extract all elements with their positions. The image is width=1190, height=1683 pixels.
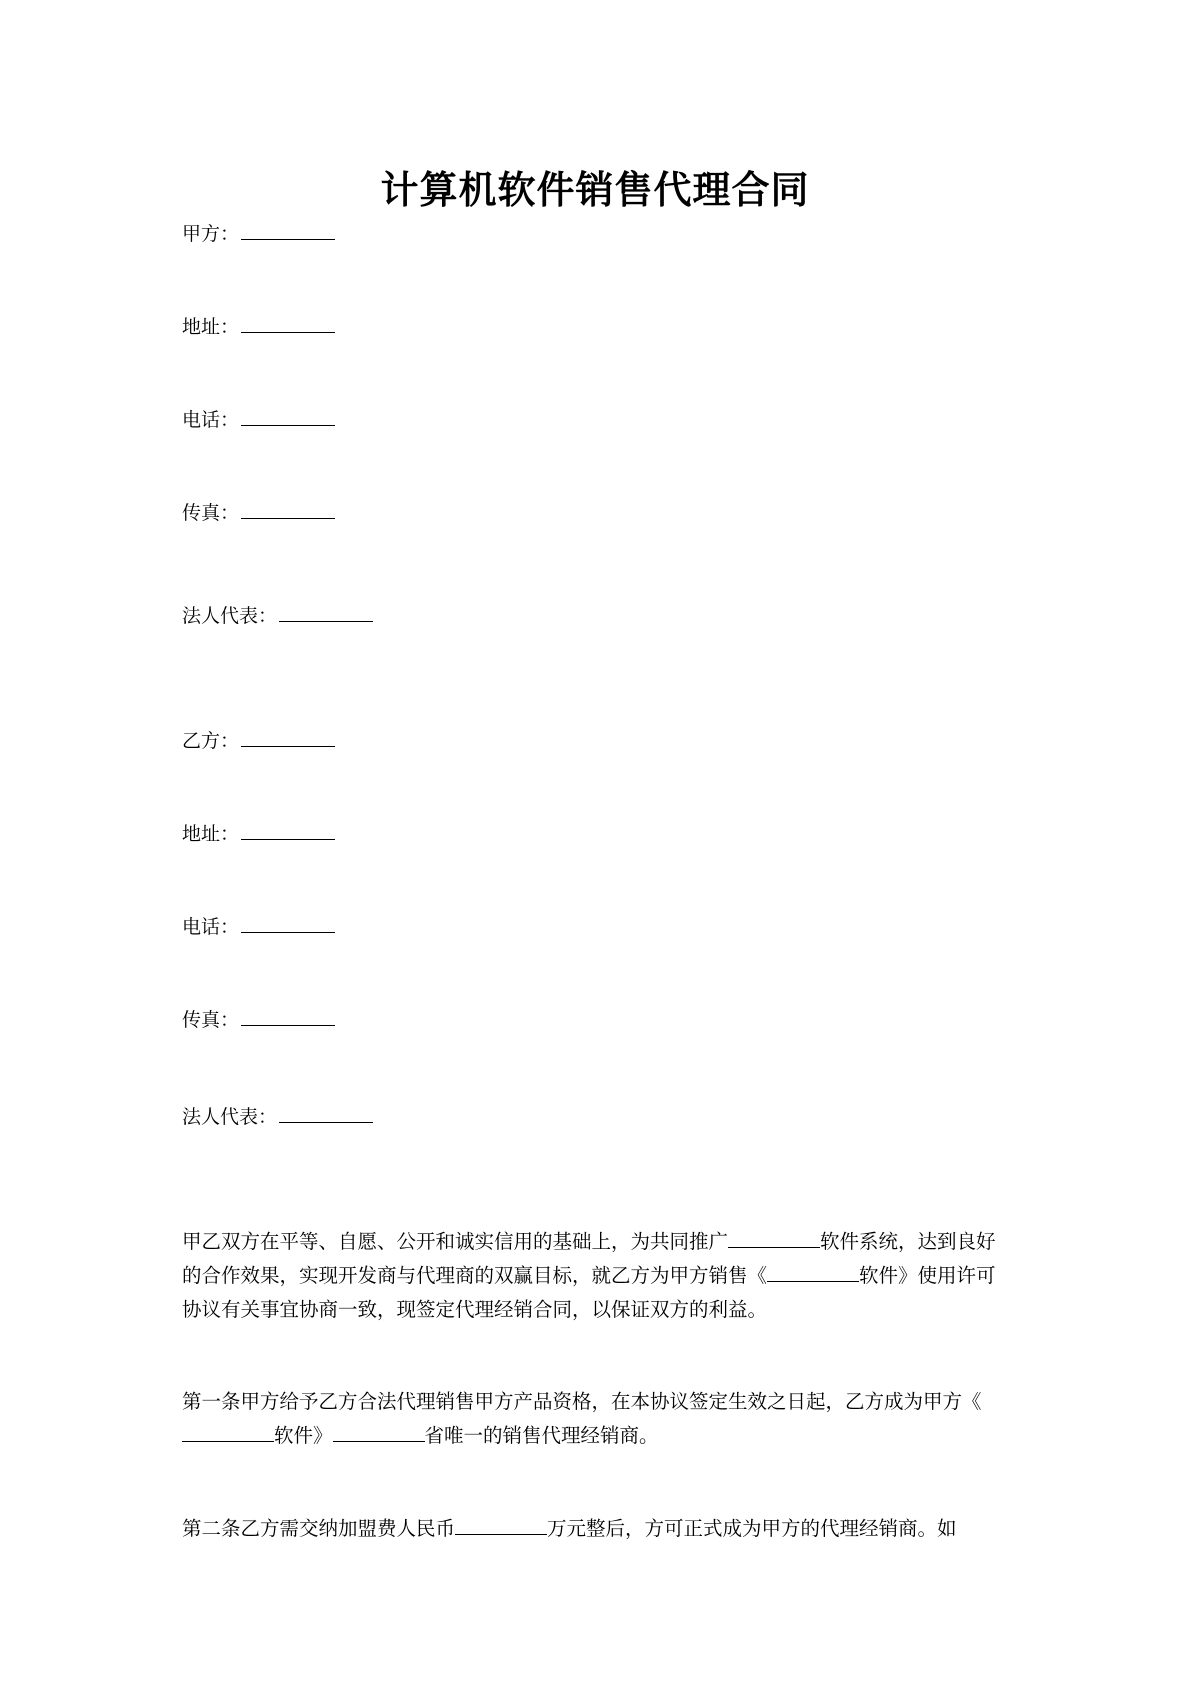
document-title: 计算机软件销售代理合同: [380, 167, 810, 212]
party-b-phone-label: 电话：: [182, 916, 240, 938]
party-a-rep-blank[interactable]: [279, 603, 373, 622]
article-2-text-1: 第二条乙方需交纳加盟费人民币: [182, 1517, 456, 1540]
party-a-phone-field: [182, 406, 335, 434]
party-b-address-label: 地址：: [182, 823, 240, 845]
article-1-text-1: 第一条甲方给予乙方合法代理销售甲方产品资格，在本协议签定生效之日起，乙方成为甲方《: [182, 1390, 982, 1413]
party-a-rep-label: 法人代表：: [182, 605, 278, 627]
preamble-software-blank[interactable]: [728, 1229, 820, 1248]
party-b-rep-field: [182, 1103, 373, 1131]
preamble-text-3: 软件》使用许可协议有关事宜协商一致，现签定代理经销合同，以保证双方的利益。: [182, 1264, 996, 1321]
article-2-text-2: 万元整后，方可正式成为甲方的代理经销商。如: [547, 1517, 957, 1540]
party-a-fax-field: [182, 499, 335, 527]
article-1-text-3: 省唯一的销售代理经销商。: [424, 1424, 659, 1447]
party-a-phone-blank[interactable]: [241, 407, 335, 426]
article-1-software-blank[interactable]: [182, 1423, 274, 1442]
party-a-fax-label: 传真：: [182, 502, 240, 524]
party-b-phone-blank[interactable]: [241, 914, 335, 933]
party-a-fax-blank[interactable]: [241, 500, 335, 519]
party-b-name-label: 乙方：: [182, 730, 240, 752]
party-b-fax-blank[interactable]: [241, 1007, 335, 1026]
preamble-text-2: 软件系统，达到良好的合作效果，实现开发商与代理商的双赢目标，就乙方为甲方销售《: [182, 1230, 996, 1287]
party-a-address-field: [182, 313, 335, 341]
party-a-rep-field: [182, 602, 373, 630]
party-b-name-field: [182, 727, 335, 755]
party-b-phone-field: [182, 913, 335, 941]
preamble-software-name-blank[interactable]: [767, 1263, 859, 1282]
article-2-paragraph: [182, 1512, 1012, 1546]
party-a-address-label: 地址：: [182, 316, 240, 338]
preamble-text-1: 甲乙双方在平等、自愿、公开和诚实信用的基础上，为共同推广: [182, 1230, 729, 1253]
party-a-phone-label: 电话：: [182, 409, 240, 431]
party-b-fax-field: [182, 1006, 335, 1034]
party-a-name-blank[interactable]: [241, 221, 335, 240]
article-1-text-2: 软件》: [274, 1424, 333, 1447]
party-a-address-blank[interactable]: [241, 314, 335, 333]
party-b-fax-label: 传真：: [182, 1009, 240, 1031]
article-1-paragraph: [182, 1385, 1012, 1453]
article-1-province-blank[interactable]: [333, 1423, 425, 1442]
party-a-name-field: [182, 220, 335, 248]
party-a-name-label: 甲方：: [182, 223, 240, 245]
party-b-address-blank[interactable]: [241, 821, 335, 840]
party-b-rep-blank[interactable]: [279, 1104, 373, 1123]
preamble-paragraph: [182, 1225, 1012, 1327]
party-b-address-field: [182, 820, 335, 848]
party-b-rep-label: 法人代表：: [182, 1106, 278, 1128]
article-2-fee-blank[interactable]: [455, 1516, 547, 1535]
party-b-name-blank[interactable]: [241, 728, 335, 747]
